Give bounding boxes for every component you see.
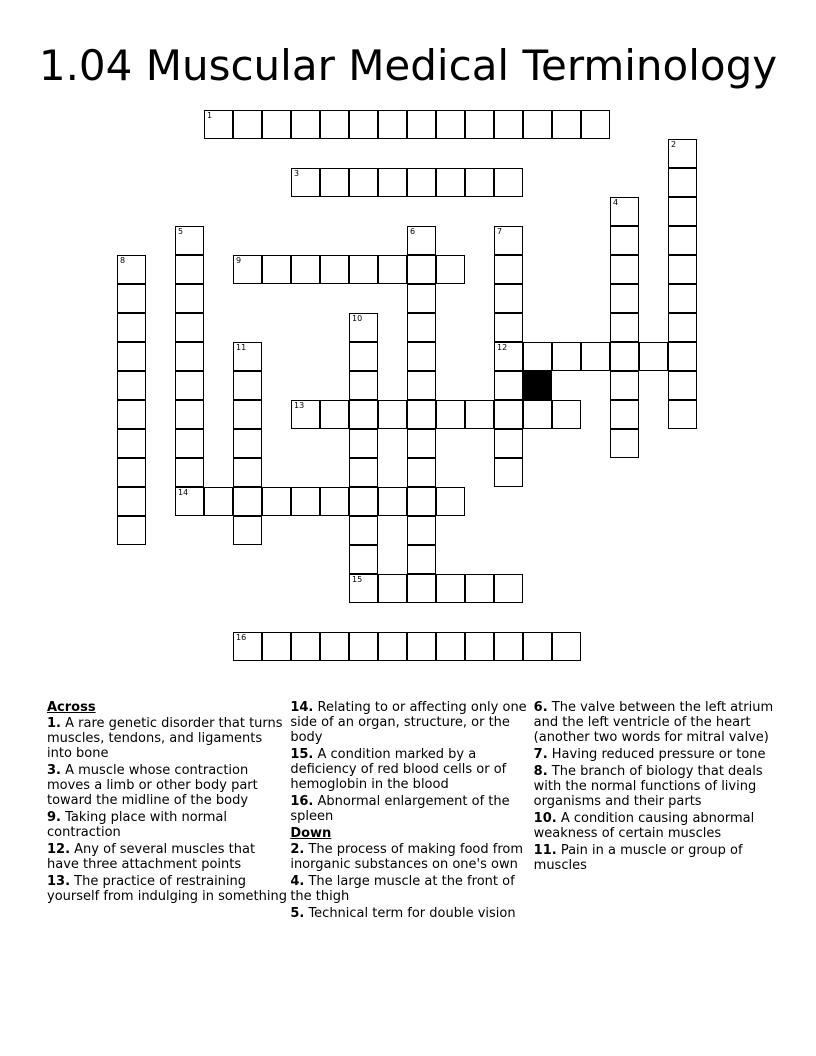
grid-cell[interactable]: [465, 400, 494, 429]
clue-columns: [47, 700, 777, 923]
grid-cell[interactable]: [494, 284, 523, 313]
grid-cell[interactable]: [668, 400, 697, 429]
grid-cell[interactable]: [610, 371, 639, 400]
grid-cell[interactable]: [436, 574, 465, 603]
clue-text: Having reduced pressure or tone: [547, 747, 766, 762]
cell-number: 1: [207, 111, 213, 120]
grid-cell[interactable]: [378, 110, 407, 139]
grid-cell[interactable]: [117, 400, 146, 429]
grid-cell[interactable]: [610, 429, 639, 458]
cell-number: 12: [497, 343, 508, 352]
grid-cell[interactable]: [523, 632, 552, 661]
clue-text: A condition marked by a deficiency of red blood cells or of hemoglobin in the blood: [290, 747, 507, 792]
grid-cell[interactable]: [552, 110, 581, 139]
grid-cell[interactable]: [175, 429, 204, 458]
grid-cell[interactable]: [610, 255, 639, 284]
grid-cell[interactable]: [552, 342, 581, 371]
grid-cell[interactable]: [610, 342, 639, 371]
grid-cell[interactable]: [407, 429, 436, 458]
grid-cell[interactable]: [262, 110, 291, 139]
grid-cell[interactable]: [610, 313, 639, 342]
grid-cell[interactable]: [581, 110, 610, 139]
clue-text: A condition causing abnormal weakness of certain muscles: [533, 811, 755, 841]
grid-cell[interactable]: [610, 400, 639, 429]
clue-number: 13.: [47, 874, 71, 889]
grid-cell[interactable]: [320, 255, 349, 284]
clue-text: Pain in a muscle or group of muscles: [533, 843, 743, 873]
clue-text: The process of making food from inorganic substances on one's own: [290, 842, 524, 872]
clue-text: Taking place with normal contraction: [47, 810, 228, 840]
grid-cell[interactable]: [291, 168, 320, 197]
grid-cell[interactable]: [407, 342, 436, 371]
grid-cell[interactable]: [233, 458, 262, 487]
cell-number: 3: [294, 169, 300, 178]
grid-cell[interactable]: [494, 371, 523, 400]
grid-cell[interactable]: [349, 342, 378, 371]
grid-cell[interactable]: [407, 371, 436, 400]
clue-text: The branch of biology that deals with the normal functions of living organisms and their parts: [533, 764, 763, 809]
grid-cell[interactable]: [610, 197, 639, 226]
grid-cell[interactable]: [262, 632, 291, 661]
grid-cell[interactable]: [320, 487, 349, 516]
grid-cell[interactable]: [175, 226, 204, 255]
grid-cell[interactable]: [291, 400, 320, 429]
grid-cell[interactable]: [668, 226, 697, 255]
clue-column-3: [534, 700, 777, 923]
cell-number: 6: [410, 227, 416, 236]
grid-cell[interactable]: [117, 429, 146, 458]
clue-number: 11.: [533, 843, 557, 858]
clue-text: A rare genetic disorder that turns muscles, tendons, and ligaments into bone: [47, 716, 283, 761]
grid-cell[interactable]: [407, 487, 436, 516]
clue-text: Relating to or affecting only one side of an organ, structure, or the body: [290, 700, 527, 745]
grid-cell[interactable]: [204, 487, 233, 516]
grid-cell[interactable]: [436, 632, 465, 661]
grid-cell[interactable]: [117, 284, 146, 313]
cell-number: 14: [178, 488, 189, 497]
grid-cell[interactable]: [494, 574, 523, 603]
grid-cell[interactable]: [436, 110, 465, 139]
grid-cell[interactable]: [233, 255, 262, 284]
clue-number: 6.: [533, 700, 548, 715]
grid-cell[interactable]: [349, 371, 378, 400]
grid-cell[interactable]: [494, 110, 523, 139]
cell-number: 11: [236, 343, 247, 352]
cell-number: 16: [236, 633, 247, 642]
grid-cell[interactable]: [494, 168, 523, 197]
grid-cell[interactable]: [436, 487, 465, 516]
clue: [47, 716, 288, 761]
grid-cell[interactable]: [175, 284, 204, 313]
grid-cell[interactable]: [668, 197, 697, 226]
grid-cell[interactable]: [407, 284, 436, 313]
grid-cell[interactable]: [349, 400, 378, 429]
clue-number: 4.: [290, 874, 305, 889]
cell-number: 13: [294, 401, 305, 410]
cell-number: 15: [352, 575, 363, 584]
clue: [47, 763, 288, 808]
grid-cell[interactable]: [407, 168, 436, 197]
grid-cell[interactable]: [320, 110, 349, 139]
grid-cell[interactable]: [320, 400, 349, 429]
grid-cell[interactable]: [581, 342, 610, 371]
grid-cell[interactable]: [494, 255, 523, 284]
grid-cell[interactable]: [349, 313, 378, 342]
clue: [290, 906, 531, 921]
clue: [534, 811, 775, 841]
clue-text: Technical term for double vision: [304, 906, 516, 921]
grid-cell[interactable]: [349, 429, 378, 458]
grid-cell[interactable]: [465, 574, 494, 603]
grid-cell[interactable]: [378, 255, 407, 284]
grid-cell[interactable]: [349, 110, 378, 139]
grid-cell[interactable]: [175, 371, 204, 400]
grid-cell[interactable]: [233, 400, 262, 429]
grid-cell[interactable]: [378, 400, 407, 429]
grid-cell[interactable]: [610, 226, 639, 255]
grid-cell[interactable]: [668, 313, 697, 342]
grid-cell[interactable]: [407, 110, 436, 139]
grid-cell[interactable]: [436, 168, 465, 197]
grid-cell[interactable]: [523, 110, 552, 139]
grid-cell[interactable]: [117, 342, 146, 371]
grid-cell[interactable]: [378, 487, 407, 516]
grid-cell[interactable]: [175, 313, 204, 342]
clue-text: The practice of restraining yourself from indulging in something: [47, 874, 287, 904]
grid-cell[interactable]: [407, 516, 436, 545]
grid-cell[interactable]: [407, 458, 436, 487]
clue-number: 2.: [290, 842, 305, 857]
clue: [534, 700, 775, 745]
clue-number: 15.: [290, 747, 314, 762]
grid-cell[interactable]: [117, 255, 146, 284]
grid-cell[interactable]: [262, 487, 291, 516]
grid-cell[interactable]: [523, 400, 552, 429]
clue-text: The large muscle at the front of the thigh: [290, 874, 515, 904]
clue-text: A muscle whose contraction moves a limb or other body part toward the midline of the body: [47, 763, 258, 808]
grid-cell[interactable]: [233, 487, 262, 516]
clue-column-2: [290, 700, 533, 923]
grid-cell[interactable]: [291, 632, 320, 661]
clue-text: Abnormal enlargement of the spleen: [290, 794, 510, 824]
grid-cell[interactable]: [175, 487, 204, 516]
grid-cell[interactable]: [668, 342, 697, 371]
grid-cell[interactable]: [233, 429, 262, 458]
clue: [47, 810, 288, 840]
grid-cell[interactable]: [233, 632, 262, 661]
grid-block: [523, 371, 552, 400]
clue: [290, 700, 531, 745]
page-title: 1.04 Muscular Medical Terminology: [38, 41, 778, 90]
grid-cell[interactable]: [349, 168, 378, 197]
grid-cell[interactable]: [668, 284, 697, 313]
grid-cell[interactable]: [262, 255, 291, 284]
grid-cell[interactable]: [494, 226, 523, 255]
grid-cell[interactable]: [349, 545, 378, 574]
grid-cell[interactable]: [668, 255, 697, 284]
grid-cell[interactable]: [320, 168, 349, 197]
grid-cell[interactable]: [407, 574, 436, 603]
clue: [290, 842, 531, 872]
grid-cell[interactable]: [668, 139, 697, 168]
grid-cell[interactable]: [494, 400, 523, 429]
clue-text: Any of several muscles that have three attachment points: [47, 842, 256, 872]
clue-number: 14.: [290, 700, 314, 715]
grid-cell[interactable]: [494, 429, 523, 458]
grid-cell[interactable]: [175, 400, 204, 429]
clue-number: 3.: [47, 763, 61, 778]
grid-cell[interactable]: [233, 371, 262, 400]
grid-cell[interactable]: [407, 545, 436, 574]
clue-number: 7.: [533, 747, 548, 762]
grid-cell[interactable]: [436, 255, 465, 284]
grid-cell[interactable]: [407, 255, 436, 284]
grid-cell[interactable]: [291, 487, 320, 516]
grid-cell[interactable]: [378, 574, 407, 603]
grid-cell[interactable]: [291, 255, 320, 284]
grid-cell[interactable]: [291, 110, 320, 139]
clue-text: The valve between the left atrium and the left ventricle of the heart (another two words for mitral valve): [533, 700, 774, 745]
grid-cell[interactable]: [465, 632, 494, 661]
grid-cell[interactable]: [117, 516, 146, 545]
grid-cell[interactable]: [175, 458, 204, 487]
cell-number: 4: [613, 198, 619, 207]
grid-cell[interactable]: [378, 168, 407, 197]
clue-number: 1.: [47, 716, 61, 731]
clue: [534, 843, 775, 873]
cell-number: 8: [120, 256, 126, 265]
grid-cell[interactable]: [349, 632, 378, 661]
clue-number: 10.: [533, 811, 557, 826]
grid-cell[interactable]: [552, 400, 581, 429]
grid-cell[interactable]: [320, 632, 349, 661]
cell-number: 9: [236, 256, 242, 265]
clue: [534, 764, 775, 809]
clue: [290, 874, 531, 904]
clue: [290, 747, 531, 792]
grid-cell[interactable]: [117, 371, 146, 400]
grid-cell[interactable]: [610, 284, 639, 313]
grid-cell[interactable]: [407, 632, 436, 661]
grid-cell[interactable]: [494, 313, 523, 342]
clue: [534, 747, 775, 762]
clue-column-1: [47, 700, 290, 923]
grid-cell[interactable]: [639, 342, 668, 371]
grid-cell[interactable]: [175, 342, 204, 371]
grid-cell[interactable]: [117, 313, 146, 342]
grid-cell[interactable]: [494, 632, 523, 661]
grid-cell[interactable]: [233, 516, 262, 545]
grid-cell[interactable]: [436, 400, 465, 429]
clue-number: 9.: [47, 810, 61, 825]
grid-cell[interactable]: [407, 400, 436, 429]
grid-cell[interactable]: [117, 458, 146, 487]
clue-number: 16.: [290, 794, 314, 809]
grid-cell[interactable]: [494, 342, 523, 371]
grid-cell[interactable]: [407, 226, 436, 255]
grid-cell[interactable]: [349, 516, 378, 545]
clue: [290, 794, 531, 824]
grid-cell[interactable]: [465, 168, 494, 197]
grid-cell[interactable]: [233, 342, 262, 371]
grid-cell[interactable]: [349, 574, 378, 603]
grid-cell[interactable]: [668, 371, 697, 400]
grid-cell[interactable]: [204, 110, 233, 139]
cell-number: 7: [497, 227, 503, 236]
grid-cell[interactable]: [117, 487, 146, 516]
grid-cell[interactable]: [233, 110, 262, 139]
grid-cell[interactable]: [349, 487, 378, 516]
grid-cell[interactable]: [349, 255, 378, 284]
grid-cell[interactable]: [494, 458, 523, 487]
grid-cell[interactable]: [465, 110, 494, 139]
clue-section-heading: Across: [47, 700, 96, 715]
grid-cell[interactable]: [552, 632, 581, 661]
grid-cell[interactable]: [175, 255, 204, 284]
clue: [47, 874, 288, 904]
grid-cell[interactable]: [349, 458, 378, 487]
clue: [47, 842, 288, 872]
clue-number: 12.: [47, 842, 71, 857]
grid-cell[interactable]: [668, 168, 697, 197]
cell-number: 2: [671, 140, 677, 149]
cell-number: 10: [352, 314, 363, 323]
clue-number: 8.: [533, 764, 548, 779]
cell-number: 5: [178, 227, 184, 236]
grid-cell[interactable]: [523, 342, 552, 371]
clue-number: 5.: [290, 906, 305, 921]
clue-section-heading: Down: [290, 826, 332, 841]
grid-cell[interactable]: [407, 313, 436, 342]
grid-cell[interactable]: [378, 632, 407, 661]
